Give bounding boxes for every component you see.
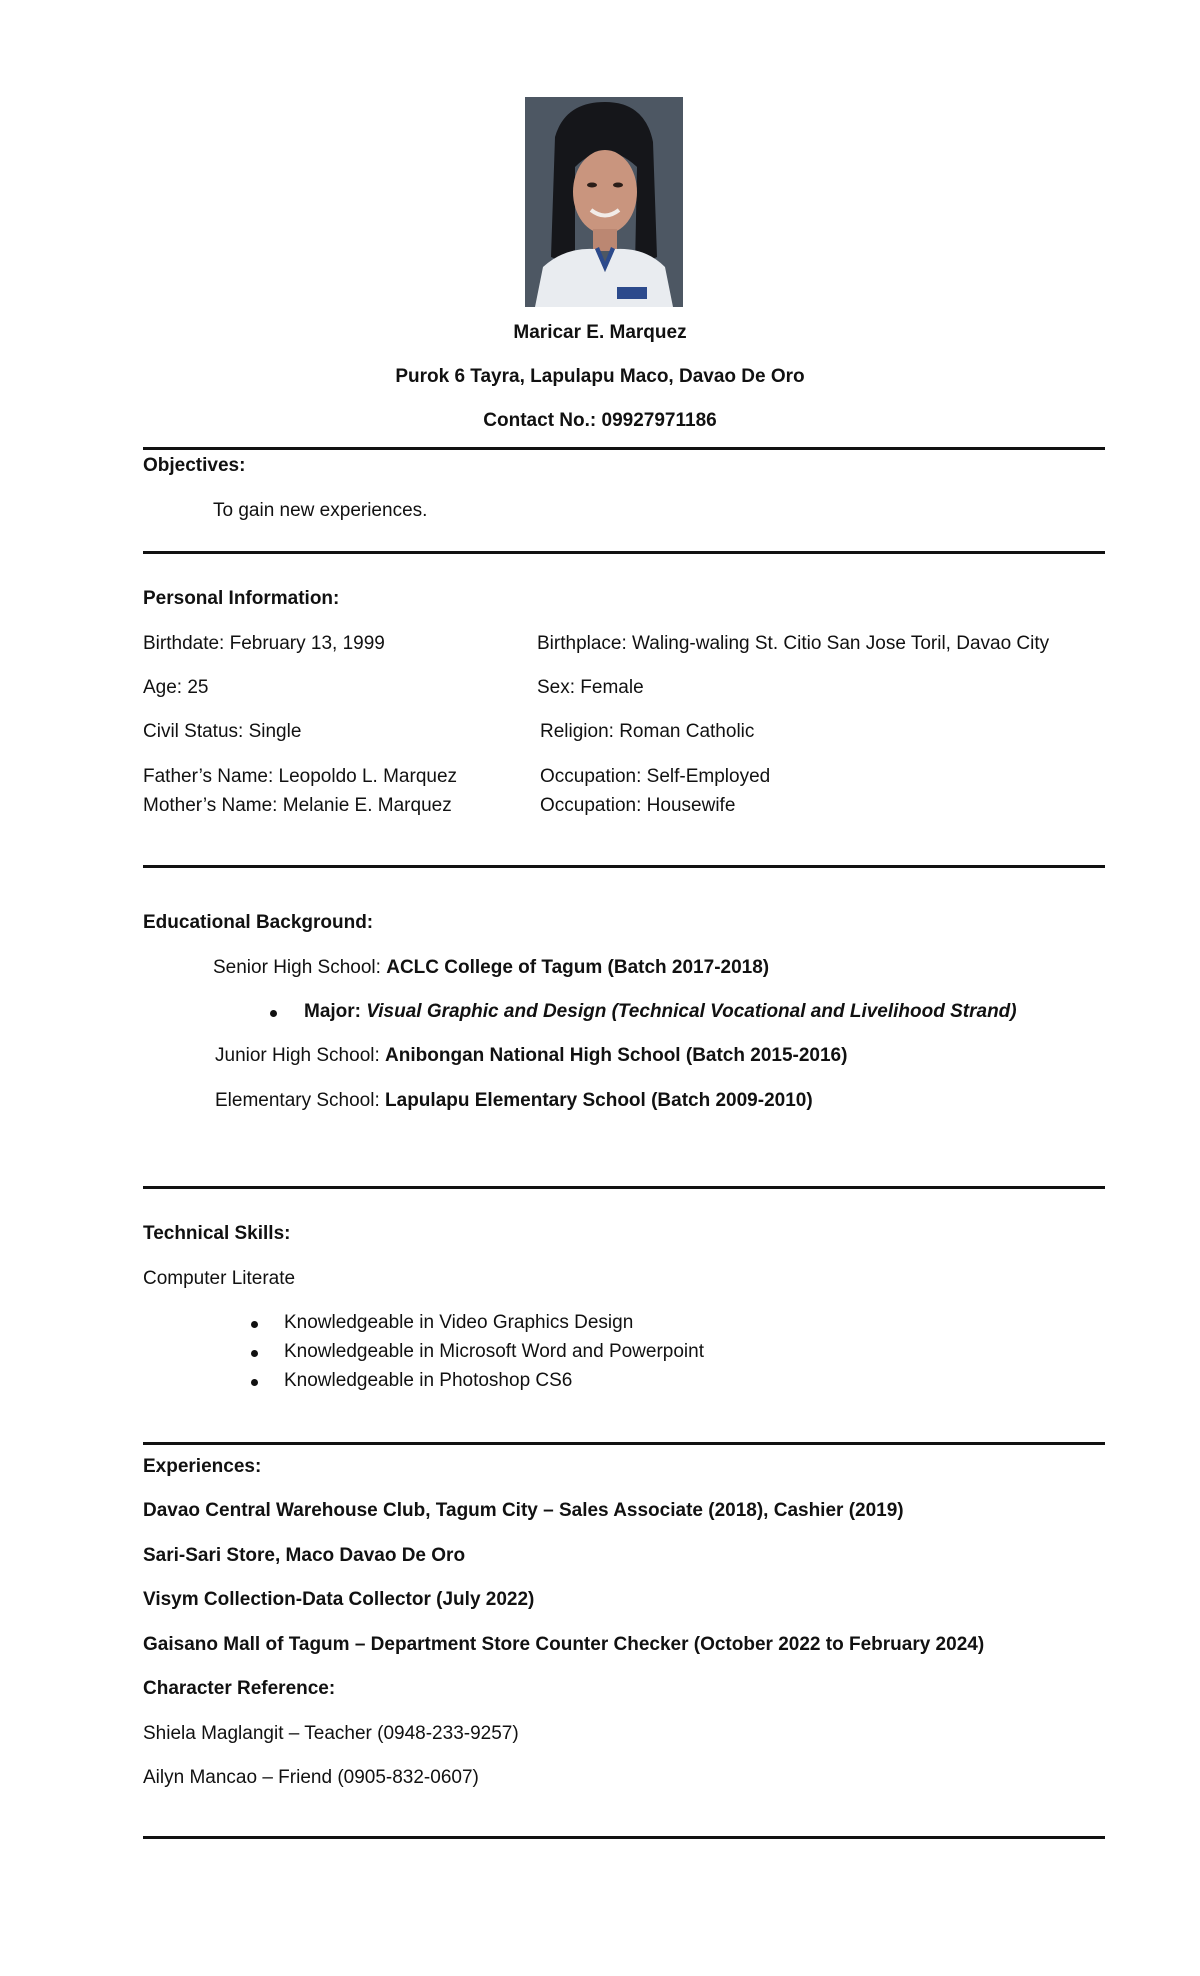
sex: Sex: Female bbox=[537, 677, 644, 698]
experience-item: Visym Collection-Data Collector (July 2022) bbox=[143, 1589, 535, 1610]
experience-item: Gaisano Mall of Tagum – Department Store Counter Checker (October 2022 to February 2024) bbox=[143, 1634, 985, 1655]
major-value: Visual Graphic and Design (Technical Vocational and Livelihood Strand) bbox=[366, 1001, 1017, 1022]
bullet-icon bbox=[251, 1350, 258, 1357]
bullet-icon bbox=[270, 1010, 277, 1017]
civil-status: Civil Status: Single bbox=[143, 721, 302, 742]
education-heading: Educational Background: bbox=[143, 912, 374, 933]
skill-item: Knowledgeable in Photoshop CS6 bbox=[284, 1370, 573, 1391]
section-divider bbox=[143, 447, 1105, 450]
applicant-name: Maricar E. Marquez bbox=[513, 322, 687, 343]
objectives-heading: Objectives: bbox=[143, 455, 246, 476]
mother-name: Mother’s Name: Melanie E. Marquez bbox=[143, 795, 452, 816]
section-divider bbox=[143, 1442, 1105, 1445]
bullet-icon bbox=[251, 1321, 258, 1328]
elementary-value: Lapulapu Elementary School (Batch 2009-2010) bbox=[385, 1090, 813, 1111]
personal-info-heading: Personal Information: bbox=[143, 588, 340, 609]
junior-high-value: Anibongan National High School (Batch 2015-2016) bbox=[385, 1045, 848, 1066]
objectives-text: To gain new experiences. bbox=[213, 500, 428, 521]
major bbox=[304, 1001, 1017, 1024]
senior-high-label: Senior High School: bbox=[213, 957, 387, 978]
mother-occupation: Occupation: Housewife bbox=[540, 795, 736, 816]
section-divider bbox=[143, 551, 1105, 554]
profile-photo bbox=[525, 97, 683, 307]
elementary-school bbox=[215, 1090, 813, 1113]
section-divider bbox=[143, 1836, 1105, 1839]
senior-high-value: ACLC College of Tagum (Batch 2017-2018) bbox=[386, 957, 770, 978]
reference-item: Shiela Maglangit – Teacher (0948-233-9257) bbox=[143, 1723, 519, 1744]
age: Age: 25 bbox=[143, 677, 209, 698]
senior-high-school bbox=[213, 957, 769, 980]
religion: Religion: Roman Catholic bbox=[540, 721, 755, 742]
bullet-icon bbox=[251, 1379, 258, 1386]
experiences-heading: Experiences: bbox=[143, 1456, 262, 1477]
portrait-image bbox=[525, 97, 683, 307]
skill-item: Knowledgeable in Microsoft Word and Powerpoint bbox=[284, 1341, 704, 1362]
elementary-label: Elementary School: bbox=[215, 1090, 386, 1111]
applicant-contact: Contact No.: 09927971186 bbox=[483, 410, 717, 431]
junior-high-school bbox=[215, 1045, 847, 1068]
birthplace: Birthplace: Waling-waling St. Citio San Jose Toril, Davao City bbox=[537, 633, 1050, 654]
references-heading: Character Reference: bbox=[143, 1678, 336, 1699]
skills-heading: Technical Skills: bbox=[143, 1223, 291, 1244]
father-name: Father’s Name: Leopoldo L. Marquez bbox=[143, 766, 458, 787]
experience-item: Davao Central Warehouse Club, Tagum City – Sales Associate (2018), Cashier (2019) bbox=[143, 1500, 904, 1521]
skills-intro: Computer Literate bbox=[143, 1268, 296, 1289]
skill-item: Knowledgeable in Video Graphics Design bbox=[284, 1312, 634, 1333]
section-divider bbox=[143, 865, 1105, 868]
junior-high-label: Junior High School: bbox=[215, 1045, 386, 1066]
major-label: Major: bbox=[304, 1001, 367, 1022]
section-divider bbox=[143, 1186, 1105, 1189]
applicant-address: Purok 6 Tayra, Lapulapu Maco, Davao De Oro bbox=[395, 366, 805, 387]
father-occupation: Occupation: Self-Employed bbox=[540, 766, 771, 787]
reference-item: Ailyn Mancao – Friend (0905-832-0607) bbox=[143, 1767, 479, 1788]
birthdate: Birthdate: February 13, 1999 bbox=[143, 633, 385, 654]
experience-item: Sari-Sari Store, Maco Davao De Oro bbox=[143, 1545, 466, 1566]
